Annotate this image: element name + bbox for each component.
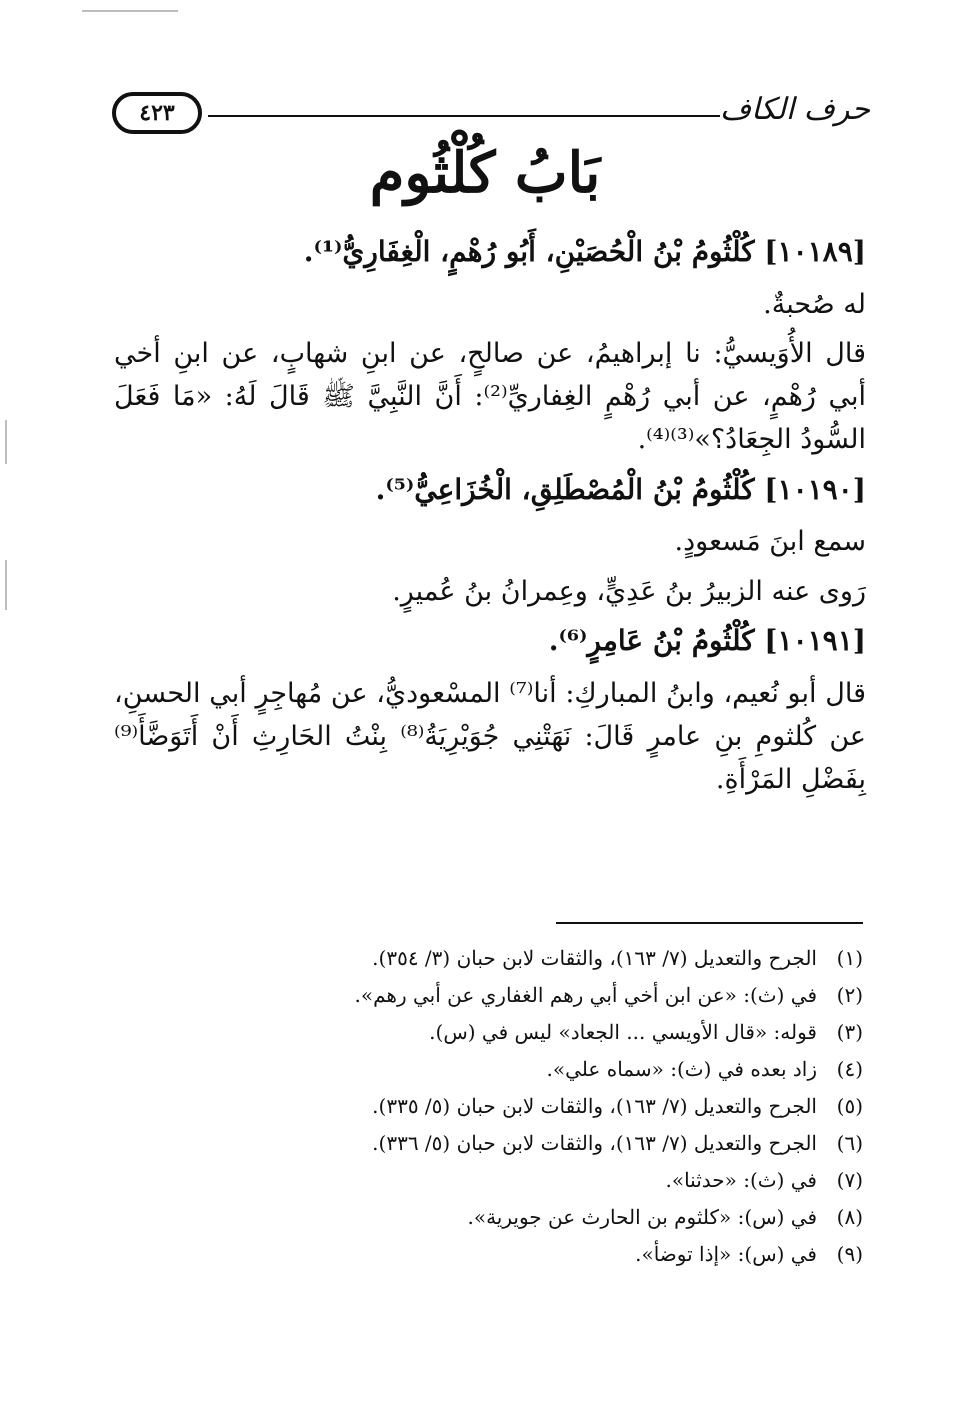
entry-heading: [١٠١٩١] كُلْثُومُ بْنُ عَامِرٍ⁽⁶⁾. — [548, 623, 866, 657]
paragraph: سمع ابنَ مَسعودٍ. — [674, 526, 866, 558]
entry-heading: [١٠١٩٠] كُلْثُومُ بْنُ الْمُصْطَلِقِ، الْخُزَاعِيُّ⁽⁵⁾. — [375, 472, 866, 506]
footnote — [160, 1162, 863, 1199]
page-number-badge — [112, 92, 202, 134]
footnote-number: (٢) — [836, 983, 863, 1007]
footnote-text: في (ث): «عن ابن أخي أبي رهم الغفاري عن أبي رهم». — [354, 983, 817, 1007]
entry — [114, 619, 866, 801]
footnote-text: الجرح والتعديل (٧/ ١٦٣)، والثقات لابن حبان (٣/ ٣٥٤). — [372, 946, 817, 970]
footnote — [160, 1088, 863, 1125]
paragraph: رَوى عنه الزبيرُ بنُ عَدِيٍّ، وعِمرانُ بنُ عُميرٍ. — [392, 575, 866, 607]
footnote — [160, 1125, 863, 1162]
footnote — [160, 977, 863, 1014]
footnote-number: (١) — [836, 946, 863, 970]
footnote — [160, 1199, 863, 1236]
footnote — [160, 1014, 863, 1051]
scan-edge-mark — [82, 10, 178, 12]
scan-edge-mark — [5, 420, 7, 464]
footnote-text: في (س): «كلثوم بن الحارث عن جويرية». — [467, 1205, 817, 1229]
footnote-text: الجرح والتعديل (٧/ ١٦٣)، والثقات لابن حبان (٥/ ٣٣٥). — [372, 1094, 817, 1118]
entry — [114, 468, 866, 613]
footnote — [160, 940, 863, 977]
footnote — [160, 1236, 863, 1273]
footnotes — [160, 940, 863, 1273]
footnote-number: (٧) — [836, 1168, 863, 1192]
footnote-number: (٣) — [836, 1020, 863, 1044]
footnote — [160, 1051, 863, 1088]
footnote-separator — [556, 922, 863, 924]
footnote-number: (٥) — [836, 1094, 863, 1118]
paragraph: قال الأُوَيسيُّ: نا إبراهيمُ، عن صالحٍ، عن ابنِ شهابٍ، عن ابنِ أخي أبي رُهْمٍ، عن أبي رُهْمٍ الغِفاريِّ⁽²⁾: أَنَّ النَّبِيَّ ﷺ قَالَ لَهُ: «مَا فَعَلَ السُّودُ الجِعَادُ؟»⁽³⁾⁽⁴⁾. — [114, 337, 867, 456]
page-number: ٤٢٣ — [139, 100, 175, 126]
footnote-number: (٨) — [836, 1205, 863, 1229]
paragraph: له صُحبةٌ. — [763, 288, 866, 320]
entry-heading: [١٠١٨٩] كُلْثُومُ بْنُ الْحُصَيْنِ، أَبُو رُهْمٍ، الْغِفَارِيُّ⁽¹⁾. — [303, 235, 866, 268]
main-text — [114, 230, 866, 807]
entry — [114, 230, 866, 462]
chapter-title: بَابُ كُلْثُوم — [369, 140, 601, 206]
footnote-number: (٤) — [836, 1057, 863, 1081]
running-header — [112, 92, 870, 142]
footnote-number: (٩) — [836, 1242, 863, 1266]
footnote-text: زاد بعده في (ث): «سماه علي». — [546, 1057, 817, 1081]
paragraph: قال أبو نُعيم، وابنُ المباركِ: أنا⁽⁷⁾ المسْعوديُّ، عن مُهاجِرٍ أبي الحسنِ، عن كُلثومِ بنِ عامرٍ قَالَ: نَهَتْنِي جُوَيْرِيَةُ⁽⁸⁾ بِنْتُ الحَارِثِ أَنْ أَتَوَضَّأَ⁽⁹⁾ بِفَضْلِ المَرْأَةِ. — [114, 677, 866, 795]
header-rule — [208, 115, 720, 117]
footnote-text: في (س): «إذا توضأ». — [635, 1242, 817, 1266]
footnote-text: في (ث): «حدثنا». — [665, 1168, 817, 1192]
footnote-text: قوله: «قال الأويسي ... الجعاد» ليس في (س). — [429, 1020, 817, 1044]
scan-edge-mark — [5, 560, 7, 610]
header-title: حرف الكاف — [719, 92, 870, 127]
footnote-number: (٦) — [836, 1131, 863, 1155]
footnote-text: الجرح والتعديل (٧/ ١٦٣)، والثقات لابن حبان (٥/ ٣٣٦). — [372, 1131, 817, 1155]
